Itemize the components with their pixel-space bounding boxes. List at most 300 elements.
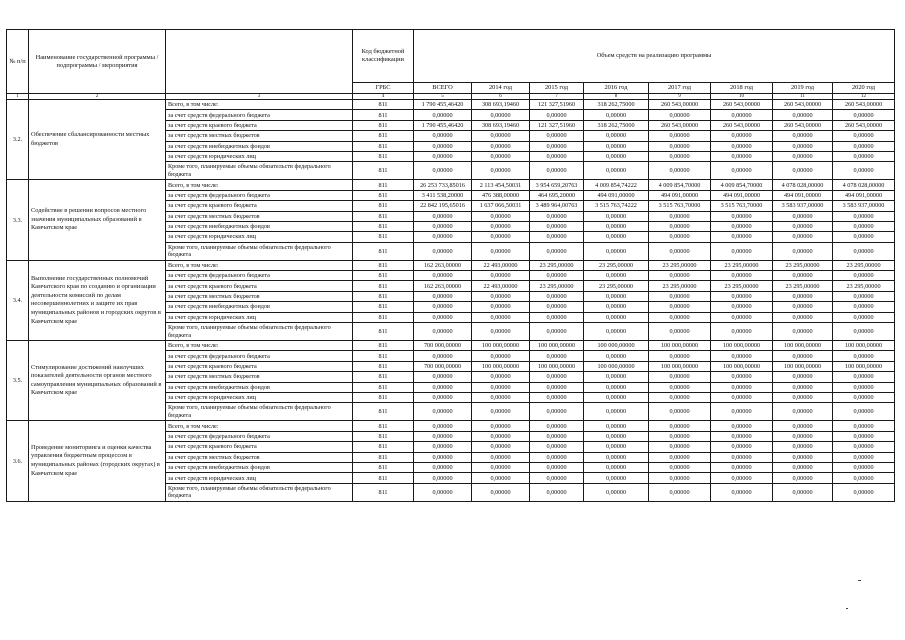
amount-year: 0,00000 bbox=[711, 312, 773, 322]
amount-year: 100 000,00000 bbox=[773, 341, 833, 351]
amount-year: 0,00000 bbox=[711, 483, 773, 501]
grbs-code: 811 bbox=[353, 302, 414, 312]
funding-source: за счет средств федерального бюджета bbox=[166, 431, 353, 441]
section-number: 3.2. bbox=[7, 100, 29, 180]
amount-year: 0,00000 bbox=[773, 421, 833, 431]
column-index: 6 bbox=[472, 94, 530, 100]
amount-year: 100 000,00000 bbox=[833, 341, 895, 351]
amount-year: 0,00000 bbox=[649, 421, 711, 431]
amount-year: 260 543,00000 bbox=[649, 120, 711, 130]
amount-year: 100 000,00000 bbox=[584, 361, 649, 371]
amount-year: 0,00000 bbox=[833, 162, 895, 180]
amount-year: 0,00000 bbox=[833, 323, 895, 341]
amount-year: 0,00000 bbox=[584, 110, 649, 120]
section-number: 3.3. bbox=[7, 180, 29, 260]
amount-year: 0,00000 bbox=[833, 483, 895, 501]
amount-total: 0,00000 bbox=[414, 110, 472, 120]
amount-year: 23 295,00000 bbox=[530, 281, 584, 291]
amount-total: 26 253 733,85016 bbox=[414, 180, 472, 190]
amount-year: 0,00000 bbox=[472, 312, 530, 322]
amount-year: 0,00000 bbox=[472, 452, 530, 462]
amount-year: 0,00000 bbox=[530, 392, 584, 402]
amount-year: 0,00000 bbox=[711, 323, 773, 341]
amount-year: 4 009 854,70000 bbox=[711, 180, 773, 190]
amount-total: 0,00000 bbox=[414, 291, 472, 301]
amount-year: 0,00000 bbox=[530, 221, 584, 231]
amount-year: 494 091,00000 bbox=[773, 190, 833, 200]
grbs-code: 811 bbox=[353, 431, 414, 441]
amount-year: 0,00000 bbox=[649, 162, 711, 180]
grbs-code: 811 bbox=[353, 131, 414, 141]
grbs-code: 811 bbox=[353, 232, 414, 242]
amount-total: 1 790 455,46420 bbox=[414, 100, 472, 110]
amount-year: 0,00000 bbox=[472, 431, 530, 441]
scan-mark bbox=[846, 608, 848, 609]
amount-year: 0,00000 bbox=[530, 312, 584, 322]
amount-year: 0,00000 bbox=[530, 421, 584, 431]
amount-year: 23 295,00000 bbox=[833, 281, 895, 291]
grbs-code: 811 bbox=[353, 180, 414, 190]
amount-year: 0,00000 bbox=[530, 351, 584, 361]
amount-year: 3 515 763,74222 bbox=[584, 201, 649, 211]
amount-year: 0,00000 bbox=[649, 323, 711, 341]
amount-total: 0,00000 bbox=[414, 242, 472, 260]
amount-year: 308 693,19460 bbox=[472, 100, 530, 110]
amount-year: 0,00000 bbox=[773, 242, 833, 260]
amount-year: 260 543,00000 bbox=[649, 100, 711, 110]
amount-year: 0,00000 bbox=[833, 211, 895, 221]
amount-year: 0,00000 bbox=[472, 211, 530, 221]
amount-year: 0,00000 bbox=[584, 403, 649, 421]
amount-year: 0,00000 bbox=[530, 211, 584, 221]
amount-year: 0,00000 bbox=[773, 151, 833, 161]
amount-year: 100 000,00000 bbox=[711, 341, 773, 351]
amount-year: 0,00000 bbox=[649, 151, 711, 161]
funding-source: за счет средств местных бюджетов bbox=[166, 372, 353, 382]
funding-source: за счет средств внебюджетных фондов bbox=[166, 462, 353, 472]
amount-year: 23 295,00000 bbox=[833, 260, 895, 270]
amount-year: 0,00000 bbox=[773, 302, 833, 312]
amount-year: 0,00000 bbox=[472, 462, 530, 472]
amount-year: 260 543,00000 bbox=[773, 120, 833, 130]
amount-year: 0,00000 bbox=[649, 403, 711, 421]
amount-total: 0,00000 bbox=[414, 421, 472, 431]
amount-total: 162 263,00000 bbox=[414, 281, 472, 291]
amount-year: 494 091,00000 bbox=[649, 190, 711, 200]
amount-year: 0,00000 bbox=[711, 291, 773, 301]
amount-year: 0,00000 bbox=[711, 131, 773, 141]
amount-year: 260 543,00000 bbox=[711, 100, 773, 110]
amount-year: 0,00000 bbox=[584, 211, 649, 221]
header-year: 2019 год bbox=[773, 83, 833, 94]
grbs-code: 811 bbox=[353, 452, 414, 462]
amount-year: 0,00000 bbox=[584, 452, 649, 462]
column-index: 11 bbox=[773, 94, 833, 100]
amount-year: 23 295,00000 bbox=[584, 260, 649, 270]
amount-year: 0,00000 bbox=[649, 221, 711, 231]
section-name: Стимулирование достижений наилучших показателей деятельности органов местного самоуправления муниципальных образований в Камчатском крае bbox=[29, 341, 166, 421]
amount-year: 0,00000 bbox=[530, 110, 584, 120]
amount-total: 0,00000 bbox=[414, 382, 472, 392]
amount-year: 0,00000 bbox=[649, 351, 711, 361]
amount-year: 0,00000 bbox=[773, 473, 833, 483]
amount-year: 0,00000 bbox=[833, 462, 895, 472]
funding-source: за счет средств юридических лиц bbox=[166, 473, 353, 483]
amount-year: 0,00000 bbox=[773, 291, 833, 301]
amount-year: 0,00000 bbox=[833, 351, 895, 361]
amount-year: 260 543,00000 bbox=[711, 120, 773, 130]
header-year: 2016 год bbox=[584, 83, 649, 94]
amount-year: 0,00000 bbox=[711, 302, 773, 312]
amount-year: 0,00000 bbox=[773, 431, 833, 441]
amount-total: 3 411 538,20000 bbox=[414, 190, 472, 200]
table-row bbox=[7, 341, 895, 351]
amount-year: 0,00000 bbox=[584, 431, 649, 441]
section-name: Выполнение государственных полномочий Камчатского края по созданию и организации деятельности комиссий по делам несовершеннолетних и защите их прав муниципальных районов и городских округов в Камчатском крае bbox=[29, 260, 166, 340]
amount-year: 0,00000 bbox=[530, 462, 584, 472]
amount-year: 0,00000 bbox=[711, 162, 773, 180]
amount-year: 476 388,00000 bbox=[472, 190, 530, 200]
amount-year: 0,00000 bbox=[711, 442, 773, 452]
amount-total: 0,00000 bbox=[414, 141, 472, 151]
amount-year: 3 489 964,00763 bbox=[530, 201, 584, 211]
amount-year: 0,00000 bbox=[711, 221, 773, 231]
amount-year: 0,00000 bbox=[649, 431, 711, 441]
grbs-code: 811 bbox=[353, 221, 414, 231]
amount-year: 0,00000 bbox=[472, 151, 530, 161]
amount-total: 0,00000 bbox=[414, 232, 472, 242]
amount-year: 0,00000 bbox=[833, 473, 895, 483]
amount-year: 0,00000 bbox=[584, 351, 649, 361]
amount-year: 0,00000 bbox=[472, 421, 530, 431]
amount-year: 0,00000 bbox=[773, 483, 833, 501]
header-volume: Объем средств на реализацию программы bbox=[414, 30, 895, 83]
amount-total: 0,00000 bbox=[414, 151, 472, 161]
header-grbs: ГРБС bbox=[353, 83, 414, 94]
amount-total: 0,00000 bbox=[414, 302, 472, 312]
amount-year: 0,00000 bbox=[711, 431, 773, 441]
amount-year: 23 295,00000 bbox=[584, 281, 649, 291]
table-row bbox=[7, 100, 895, 110]
amount-year: 121 327,51960 bbox=[530, 120, 584, 130]
amount-year: 0,00000 bbox=[472, 271, 530, 281]
funding-source: за счет средств юридических лиц bbox=[166, 232, 353, 242]
section-name: Проведение мониторинга и оценки качества управления бюджетным процессом в муниципальных районах (городских округах) в Камчатском крае bbox=[29, 421, 166, 501]
amount-year: 0,00000 bbox=[833, 372, 895, 382]
amount-year: 260 543,00000 bbox=[773, 100, 833, 110]
amount-year: 0,00000 bbox=[530, 452, 584, 462]
amount-year: 0,00000 bbox=[833, 442, 895, 452]
grbs-code: 811 bbox=[353, 351, 414, 361]
amount-total: 700 000,00000 bbox=[414, 361, 472, 371]
grbs-code: 811 bbox=[353, 312, 414, 322]
amount-year: 0,00000 bbox=[833, 110, 895, 120]
amount-total: 162 263,00000 bbox=[414, 260, 472, 270]
amount-year: 0,00000 bbox=[711, 452, 773, 462]
column-index: 3 bbox=[166, 94, 353, 100]
amount-year: 0,00000 bbox=[472, 323, 530, 341]
funding-source: за счет средств федерального бюджета bbox=[166, 271, 353, 281]
funding-source: Кроме того, планируемые объемы обязательств федерального бюджета bbox=[166, 162, 353, 180]
amount-year: 100 000,00000 bbox=[530, 361, 584, 371]
amount-year: 0,00000 bbox=[649, 211, 711, 221]
amount-year: 0,00000 bbox=[584, 141, 649, 151]
amount-year: 0,00000 bbox=[773, 351, 833, 361]
amount-year: 0,00000 bbox=[773, 232, 833, 242]
amount-year: 23 295,00000 bbox=[649, 281, 711, 291]
funding-source: за счет средств краевого бюджета bbox=[166, 442, 353, 452]
amount-year: 0,00000 bbox=[833, 452, 895, 462]
funding-source: за счет средств краевого бюджета bbox=[166, 201, 353, 211]
amount-year: 0,00000 bbox=[472, 141, 530, 151]
grbs-code: 811 bbox=[353, 201, 414, 211]
amount-year: 0,00000 bbox=[584, 323, 649, 341]
amount-total: 0,00000 bbox=[414, 372, 472, 382]
amount-year: 0,00000 bbox=[530, 473, 584, 483]
grbs-code: 811 bbox=[353, 462, 414, 472]
amount-year: 0,00000 bbox=[711, 232, 773, 242]
funding-source: за счет средств внебюджетных фондов bbox=[166, 221, 353, 231]
amount-year: 0,00000 bbox=[584, 312, 649, 322]
amount-year: 0,00000 bbox=[472, 392, 530, 402]
amount-year: 0,00000 bbox=[773, 271, 833, 281]
amount-year: 0,00000 bbox=[530, 323, 584, 341]
amount-year: 100 000,00000 bbox=[773, 361, 833, 371]
amount-year: 0,00000 bbox=[833, 431, 895, 441]
funding-source: Всего, в том числе: bbox=[166, 341, 353, 351]
amount-year: 0,00000 bbox=[649, 392, 711, 402]
header-source bbox=[166, 30, 353, 94]
amount-year: 2 113 454,50031 bbox=[472, 180, 530, 190]
column-index: 7 bbox=[530, 94, 584, 100]
amount-year: 23 295,00000 bbox=[773, 281, 833, 291]
amount-year: 0,00000 bbox=[649, 462, 711, 472]
funding-source: за счет средств краевого бюджета bbox=[166, 361, 353, 371]
table-row bbox=[7, 180, 895, 190]
amount-year: 0,00000 bbox=[584, 392, 649, 402]
amount-year: 100 000,00000 bbox=[530, 341, 584, 351]
amount-year: 0,00000 bbox=[773, 452, 833, 462]
amount-year: 0,00000 bbox=[472, 162, 530, 180]
funding-source: за счет средств краевого бюджета bbox=[166, 281, 353, 291]
amount-total: 0,00000 bbox=[414, 452, 472, 462]
amount-year: 0,00000 bbox=[530, 291, 584, 301]
funding-source: Кроме того, планируемые объемы обязательств федерального бюджета bbox=[166, 483, 353, 501]
amount-year: 0,00000 bbox=[649, 473, 711, 483]
header-code: Код бюджетной классификации bbox=[353, 30, 414, 83]
amount-year: 0,00000 bbox=[584, 291, 649, 301]
amount-year: 23 295,00000 bbox=[711, 260, 773, 270]
amount-year: 0,00000 bbox=[711, 151, 773, 161]
amount-year: 0,00000 bbox=[773, 221, 833, 231]
amount-year: 22 493,00000 bbox=[472, 281, 530, 291]
amount-year: 0,00000 bbox=[833, 141, 895, 151]
column-index: 5 bbox=[414, 94, 472, 100]
column-index: 4 bbox=[353, 94, 414, 100]
amount-year: 494 091,00000 bbox=[833, 190, 895, 200]
amount-total: 0,00000 bbox=[414, 312, 472, 322]
grbs-code: 811 bbox=[353, 260, 414, 270]
header-no: № п/п bbox=[7, 30, 29, 94]
amount-year: 0,00000 bbox=[649, 242, 711, 260]
amount-year: 0,00000 bbox=[711, 242, 773, 260]
amount-year: 0,00000 bbox=[649, 302, 711, 312]
grbs-code: 811 bbox=[353, 110, 414, 120]
amount-year: 0,00000 bbox=[472, 473, 530, 483]
amount-year: 0,00000 bbox=[773, 392, 833, 402]
amount-year: 0,00000 bbox=[649, 312, 711, 322]
amount-year: 0,00000 bbox=[584, 382, 649, 392]
amount-year: 0,00000 bbox=[649, 452, 711, 462]
amount-year: 0,00000 bbox=[584, 232, 649, 242]
amount-year: 100 000,00000 bbox=[472, 361, 530, 371]
amount-year: 464 695,20000 bbox=[530, 190, 584, 200]
amount-year: 0,00000 bbox=[584, 462, 649, 472]
amount-year: 4 009 854,70000 bbox=[649, 180, 711, 190]
funding-source: за счет средств краевого бюджета bbox=[166, 120, 353, 130]
amount-year: 4 078 028,00000 bbox=[833, 180, 895, 190]
amount-total: 0,00000 bbox=[414, 473, 472, 483]
grbs-code: 811 bbox=[353, 211, 414, 221]
grbs-code: 811 bbox=[353, 162, 414, 180]
funding-source: Всего, в том числе: bbox=[166, 421, 353, 431]
amount-year: 0,00000 bbox=[584, 442, 649, 452]
amount-year: 0,00000 bbox=[472, 302, 530, 312]
amount-year: 100 000,00000 bbox=[649, 361, 711, 371]
table-row bbox=[7, 421, 895, 431]
amount-year: 3 583 937,00000 bbox=[773, 201, 833, 211]
header-year: 2020 год bbox=[833, 83, 895, 94]
amount-total: 0,00000 bbox=[414, 351, 472, 361]
grbs-code: 811 bbox=[353, 100, 414, 110]
grbs-code: 811 bbox=[353, 421, 414, 431]
section-number: 3.5. bbox=[7, 341, 29, 421]
section-number: 3.6. bbox=[7, 421, 29, 501]
amount-year: 0,00000 bbox=[833, 312, 895, 322]
amount-year: 0,00000 bbox=[649, 442, 711, 452]
funding-source: за счет средств федерального бюджета bbox=[166, 190, 353, 200]
amount-year: 1 637 066,50031 bbox=[472, 201, 530, 211]
scan-mark bbox=[858, 580, 861, 581]
funding-source: Всего, в том числе: bbox=[166, 180, 353, 190]
funding-source: за счет средств местных бюджетов bbox=[166, 211, 353, 221]
amount-year: 0,00000 bbox=[530, 151, 584, 161]
amount-year: 23 295,00000 bbox=[530, 260, 584, 270]
amount-year: 0,00000 bbox=[773, 131, 833, 141]
amount-year: 100 000,00000 bbox=[584, 341, 649, 351]
funding-source: за счет средств местных бюджетов bbox=[166, 452, 353, 462]
amount-year: 121 327,51960 bbox=[530, 100, 584, 110]
amount-year: 0,00000 bbox=[833, 242, 895, 260]
grbs-code: 811 bbox=[353, 151, 414, 161]
amount-total: 22 842 195,65016 bbox=[414, 201, 472, 211]
amount-total: 0,00000 bbox=[414, 131, 472, 141]
amount-year: 3 954 659,20763 bbox=[530, 180, 584, 190]
grbs-code: 811 bbox=[353, 382, 414, 392]
amount-year: 0,00000 bbox=[833, 291, 895, 301]
amount-year: 0,00000 bbox=[773, 141, 833, 151]
amount-total: 0,00000 bbox=[414, 221, 472, 231]
amount-year: 4 078 028,00000 bbox=[773, 180, 833, 190]
column-index: 10 bbox=[711, 94, 773, 100]
amount-year: 0,00000 bbox=[584, 151, 649, 161]
funding-source: Кроме того, планируемые объемы обязательств федерального бюджета bbox=[166, 323, 353, 341]
amount-year: 0,00000 bbox=[833, 382, 895, 392]
header-year: 2017 год bbox=[649, 83, 711, 94]
amount-year: 0,00000 bbox=[649, 291, 711, 301]
amount-year: 0,00000 bbox=[833, 421, 895, 431]
amount-year: 0,00000 bbox=[711, 271, 773, 281]
amount-year: 23 295,00000 bbox=[711, 281, 773, 291]
amount-year: 3 515 763,70000 bbox=[711, 201, 773, 211]
amount-year: 0,00000 bbox=[773, 403, 833, 421]
amount-year: 260 543,00000 bbox=[833, 120, 895, 130]
amount-year: 0,00000 bbox=[472, 131, 530, 141]
amount-year: 0,00000 bbox=[649, 131, 711, 141]
amount-year: 0,00000 bbox=[472, 382, 530, 392]
amount-year: 494 091,00000 bbox=[711, 190, 773, 200]
funding-source: за счет средств юридических лиц bbox=[166, 151, 353, 161]
amount-year: 0,00000 bbox=[649, 141, 711, 151]
amount-total: 700 000,00000 bbox=[414, 341, 472, 351]
amount-year: 23 295,00000 bbox=[649, 260, 711, 270]
amount-year: 3 515 763,70000 bbox=[649, 201, 711, 211]
amount-year: 0,00000 bbox=[773, 382, 833, 392]
grbs-code: 811 bbox=[353, 403, 414, 421]
funding-source: за счет средств внебюджетных фондов bbox=[166, 302, 353, 312]
header-year: 2015 год bbox=[530, 83, 584, 94]
grbs-code: 811 bbox=[353, 341, 414, 351]
grbs-code: 811 bbox=[353, 271, 414, 281]
amount-year: 0,00000 bbox=[472, 372, 530, 382]
grbs-code: 811 bbox=[353, 190, 414, 200]
section-name: Содействие в решении вопросов местного значения муниципальных образований в Камчатском крае bbox=[29, 180, 166, 260]
amount-total: 0,00000 bbox=[414, 431, 472, 441]
amount-total: 0,00000 bbox=[414, 483, 472, 501]
grbs-code: 811 bbox=[353, 473, 414, 483]
funding-source: за счет средств внебюджетных фондов bbox=[166, 141, 353, 151]
amount-year: 0,00000 bbox=[649, 372, 711, 382]
amount-year: 0,00000 bbox=[472, 403, 530, 421]
amount-year: 0,00000 bbox=[584, 302, 649, 312]
table-body bbox=[7, 100, 895, 502]
amount-year: 0,00000 bbox=[711, 372, 773, 382]
amount-year: 0,00000 bbox=[472, 110, 530, 120]
grbs-code: 811 bbox=[353, 483, 414, 501]
amount-year: 0,00000 bbox=[711, 392, 773, 402]
header-year: 2014 год bbox=[472, 83, 530, 94]
amount-year: 0,00000 bbox=[711, 403, 773, 421]
budget-table bbox=[6, 29, 895, 502]
amount-year: 0,00000 bbox=[711, 473, 773, 483]
amount-year: 0,00000 bbox=[472, 483, 530, 501]
funding-source: за счет средств юридических лиц bbox=[166, 392, 353, 402]
amount-year: 0,00000 bbox=[649, 483, 711, 501]
amount-year: 318 262,75000 bbox=[584, 120, 649, 130]
amount-year: 0,00000 bbox=[584, 242, 649, 260]
amount-year: 0,00000 bbox=[530, 483, 584, 501]
amount-year: 0,00000 bbox=[833, 392, 895, 402]
funding-source: за счет средств местных бюджетов bbox=[166, 291, 353, 301]
grbs-code: 811 bbox=[353, 291, 414, 301]
amount-year: 0,00000 bbox=[530, 162, 584, 180]
amount-year: 0,00000 bbox=[773, 110, 833, 120]
amount-year: 0,00000 bbox=[530, 372, 584, 382]
amount-year: 0,00000 bbox=[530, 403, 584, 421]
header-year: 2018 год bbox=[711, 83, 773, 94]
section-name: Обеспечение сбалансированности местных бюджетов bbox=[29, 100, 166, 180]
amount-year: 0,00000 bbox=[711, 462, 773, 472]
